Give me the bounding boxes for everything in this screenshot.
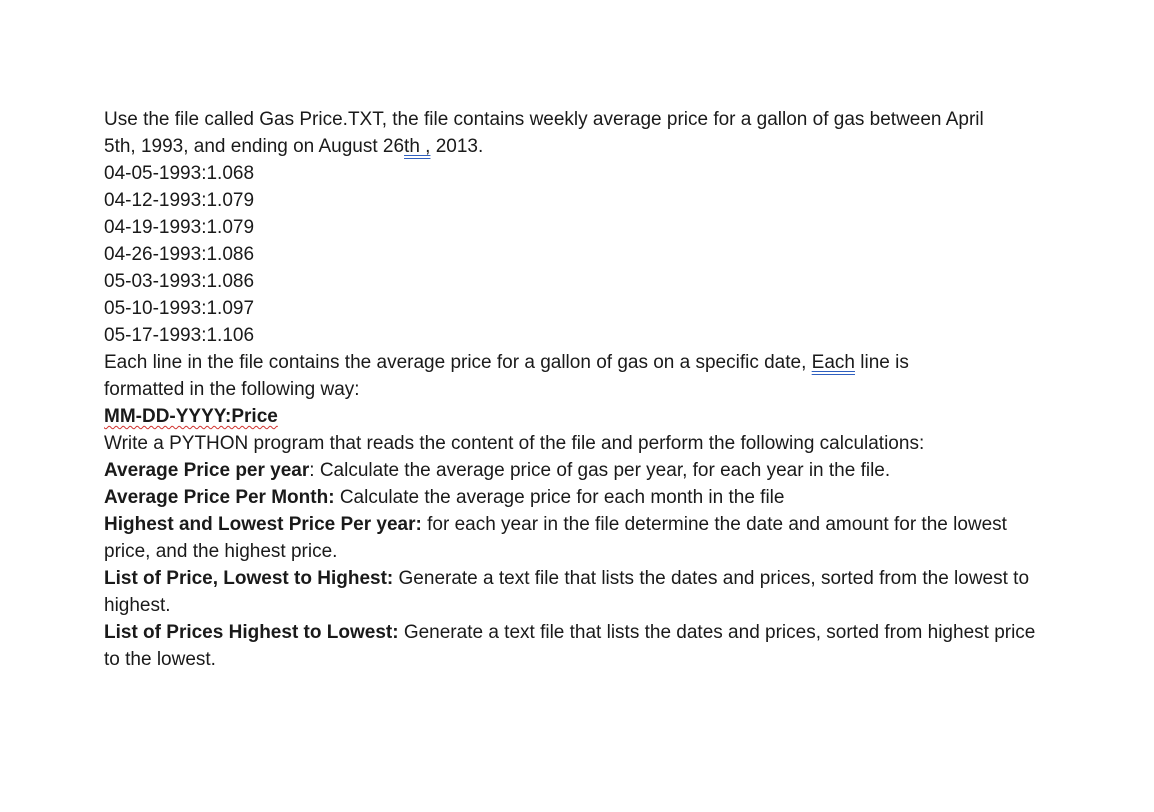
requirement-text: Calculate the average price for each month in the file: [334, 487, 785, 508]
format-line-1-text: Each line in the file contains the average price for a gallon of gas on a specific date,: [104, 352, 812, 373]
grammar-flag-th[interactable]: th ,: [404, 136, 431, 157]
format-line-2: formatted in the following way:: [104, 379, 360, 400]
sample-line: 04-05-1993:1.068: [104, 163, 255, 184]
sample-line: 05-10-1993:1.097: [104, 298, 255, 319]
requirement-text: Generate a text file that lists the dates and prices, sorted from highest price to the lowest.: [104, 622, 1036, 670]
requirement-text: Generate a text file that lists the dates and prices, sorted from the lowest to highest.: [104, 568, 1030, 616]
format-line-1-end: line is: [854, 352, 909, 373]
sample-line: 04-12-1993:1.079: [104, 190, 255, 211]
requirement-title: List of Prices Highest to Lowest:: [104, 622, 399, 643]
requirement-title: List of Price, Lowest to Highest:: [104, 568, 394, 589]
sample-line: 05-03-1993:1.086: [104, 271, 255, 292]
intro-line-2: [104, 133, 1044, 160]
requirement-item: [104, 619, 1044, 673]
sample-line: 04-26-1993:1.086: [104, 244, 255, 265]
requirement-item: [104, 457, 1044, 484]
requirement-title: Highest and Lowest Price Per year:: [104, 514, 422, 535]
document-page: [104, 106, 1044, 673]
requirement-title: Average Price per year: [104, 460, 310, 481]
intro-line-2-end: 2013.: [430, 136, 484, 157]
requirement-title: Average Price Per Month:: [104, 487, 335, 508]
requirement-text: for each year in the file determine the date and amount for the lowest price, and the highest price.: [104, 514, 1007, 562]
sample-line: 04-19-1993:1.079: [104, 217, 255, 238]
intro-line-2-text: 5th, 1993, and ending on August 26: [104, 136, 405, 157]
requirement-item: [104, 565, 1044, 619]
sample-line: 05-17-1993:1.106: [104, 325, 255, 346]
requirement-item: [104, 484, 1044, 511]
grammar-flag-each[interactable]: Each: [811, 352, 855, 373]
intro-line-1: Use the file called Gas Price.TXT, the file contains weekly average price for a gallon of gas between April: [104, 109, 984, 130]
requirement-text: : Calculate the average price of gas per year, for each year in the file.: [309, 460, 891, 481]
task-line: Write a PYTHON program that reads the content of the file and perform the following calculations:: [104, 433, 925, 454]
format-line-1: [104, 349, 1044, 376]
format-pattern-text[interactable]: MM-DD-YYYY:Price: [104, 406, 278, 427]
requirement-item: [104, 511, 1044, 565]
format-pattern: [104, 403, 1044, 430]
